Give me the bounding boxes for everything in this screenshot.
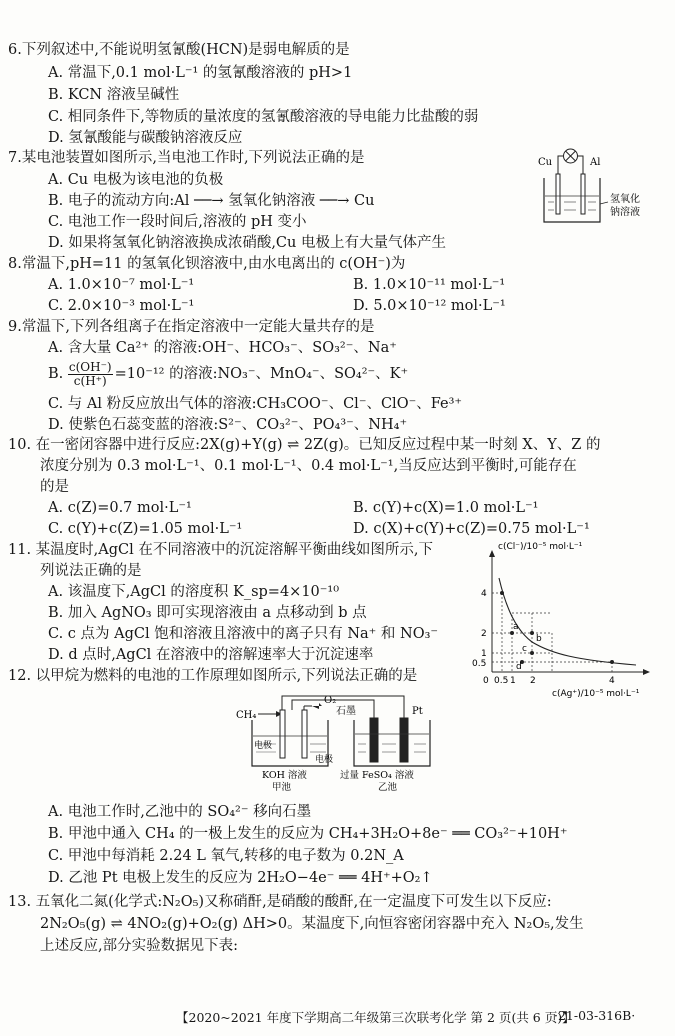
q11-fig-label-b: b <box>536 634 542 644</box>
q11-option-a: A. 该温度下,AgCl 的溶度积 K_sp=4×10⁻¹⁰ <box>48 584 340 600</box>
q7-option-c: C. 电池工作一段时间后,溶液的 pH 变小 <box>48 214 307 230</box>
q7-fig-solution-label-1: 氢氧化 <box>610 194 640 205</box>
q8-option-b: B. 1.0×10⁻¹¹ mol·L⁻¹ <box>353 277 506 293</box>
q11-stem-line2: 列说法正确的是 <box>40 563 142 579</box>
q11-point-marker <box>500 591 504 595</box>
q10-stem-line2: 浓度分别为 0.3 mol·L⁻¹、0.1 mol·L⁻¹、0.4 mol·L⁻¹,当反应达到平衡时,可能存在 <box>40 458 577 474</box>
q9-option-c: C. 与 Al 粉反应放出气体的溶液:CH₃COO⁻、Cl⁻、ClO⁻、Fe³⁺ <box>48 396 463 412</box>
q11-fig-y-tick-2: 2 <box>481 629 487 639</box>
q12-option-a: A. 电池工作时,乙池中的 SO₄²⁻ 移向石墨 <box>48 804 312 820</box>
q11-point-c <box>530 651 534 655</box>
q10-stem-line1: 10. 在一密闭容器中进行反应:2X(g)+Y(g) ⇌ 2Z(g)。已知反应过程中某一时刻 X、Y、Z 的 <box>8 437 601 453</box>
footer-title: 【2020~2021 年度下学期高二年级第三次联考化学 第 2 页(共 6 页)】 <box>176 1010 575 1025</box>
q11-point-end <box>610 660 614 664</box>
q10-option-a: A. c(Z)=0.7 mol·L⁻¹ <box>48 500 192 516</box>
q11-option-b: B. 加入 AgNO₃ 即可实现溶液由 a 点移动到 b 点 <box>48 605 367 621</box>
q11-equilibrium-curve <box>499 578 636 665</box>
q6-option-b: B. KCN 溶液呈碱性 <box>48 87 180 103</box>
q11-stem-line1: 11. 某温度时,AgCl 在不同溶液中的沉淀溶解平衡曲线如图所示,下 <box>8 542 433 558</box>
q11-fig-x-tick-05: 0.5 <box>494 676 509 686</box>
q11-fig-y-tick-1: 1 <box>481 649 487 659</box>
q12-cell-figure <box>232 690 472 792</box>
q11-fig-x-tick-2: 2 <box>530 676 536 686</box>
q9-option-b <box>48 359 408 389</box>
q12-option-c: C. 甲池中每消耗 2.24 L 氧气,转移的电子数为 0.2N_A <box>48 848 404 864</box>
arrow-right-icon <box>312 703 322 709</box>
q12-fig-electrode-left: 电极 <box>254 741 273 751</box>
q12-option-d: D. 乙池 Pt 电极上发生的反应为 2H₂O−4e⁻ ══ 4H⁺+O₂↑ <box>48 870 433 886</box>
q7-option-a: A. Cu 电极为该电池的负极 <box>48 172 224 188</box>
q7-fig-solution-label-2: 钠溶液 <box>610 207 640 218</box>
q11-option-d: D. d 点时,AgCl 在溶液中的溶解速率大于沉淀速率 <box>48 647 374 663</box>
q11-fig-y-tick-05: 0.5 <box>472 659 487 669</box>
pt-electrode <box>400 718 408 762</box>
q7-fig-al-label: Al <box>590 157 601 168</box>
q12-fig-koh: KOH 溶液 <box>262 770 307 781</box>
q9-option-b-rest: =10⁻¹² 的溶液:NO₃⁻、MnO₄⁻、SO₄²⁻、K⁺ <box>114 366 409 382</box>
q11-fig-y-tick-4: 4 <box>481 589 487 599</box>
q12-stem: 12. 以甲烷为燃料的电池的工作原理如图所示,下列说法正确的是 <box>8 668 418 684</box>
q12-fig-pt: Pt <box>412 706 423 717</box>
q7-fig-cu-label: Cu <box>538 157 553 168</box>
q12-fig-feso4: 过量 FeSO₄ 溶液 <box>340 770 414 781</box>
q11-fig-origin: 0 <box>483 676 489 686</box>
q6-option-d: D. 氢氰酸能与碳酸钠溶液反应 <box>48 130 243 146</box>
q8-option-d: D. 5.0×10⁻¹² mol·L⁻¹ <box>353 298 506 314</box>
q8-option-a: A. 1.0×10⁻⁷ mol·L⁻¹ <box>48 277 195 293</box>
q6-option-c: C. 相同条件下,等物质的量浓度的氢氰酸溶液的导电能力比盐酸的弱 <box>48 109 479 125</box>
q11-solubility-graph <box>466 538 666 698</box>
q11-fig-label-d: d <box>516 662 522 672</box>
footer-code: ·21-03-316B· <box>554 1008 636 1023</box>
q12-fig-ch4: CH₄ <box>236 710 257 721</box>
q11-point-b <box>530 631 534 635</box>
q13-stem-line3: 上述反应,部分实验数据见下表: <box>40 938 238 954</box>
q9-fraction-denominator: c(H⁺) <box>73 373 107 388</box>
q6-stem: 6.下列叙述中,不能说明氢氰酸(HCN)是弱电解质的是 <box>8 42 350 58</box>
q11-option-c: C. c 点为 AgCl 饱和溶液且溶液中的离子只有 Na⁺ 和 NO₃⁻ <box>48 626 439 642</box>
q9-fraction-numerator: c(OH⁻) <box>68 359 112 374</box>
q11-fig-label-c: c <box>522 644 527 654</box>
q7-cell-figure <box>530 146 670 232</box>
graphite-electrode <box>370 718 378 762</box>
q7-option-b: B. 电子的流动方向:Al ──→ 氢氧化钠溶液 ──→ Cu <box>48 193 375 209</box>
q9-option-d: D. 使紫色石蕊变蓝的溶液:S²⁻、CO₃²⁻、PO₄³⁻、NH₄⁺ <box>48 417 408 433</box>
q10-stem-line3: 的是 <box>40 479 69 495</box>
q12-option-b: B. 甲池中通入 CH₄ 的一极上发生的反应为 CH₄+3H₂O+8e⁻ ══ CO₃²⁻+10H⁺ <box>48 826 568 842</box>
q9-option-b-letter: B. <box>48 366 64 382</box>
q9-stem: 9.常温下,下列各组离子在指定溶液中一定能大量共存的是 <box>8 319 375 335</box>
q13-stem-line2: 2N₂O₅(g) ⇌ 4NO₂(g)+O₂(g) ΔH>0。某温度下,向恒容密闭容器中充入 N₂O₅,发生 <box>40 916 584 932</box>
q10-option-b: B. c(Y)+c(X)=1.0 mol·L⁻¹ <box>353 500 539 516</box>
q9-option-a: A. 含大量 Ca²⁺ 的溶液:OH⁻、HCO₃⁻、SO₃²⁻、Na⁺ <box>48 340 397 356</box>
q6-option-a: A. 常温下,0.1 mol·L⁻¹ 的氢氰酸溶液的 pH>1 <box>48 65 353 81</box>
q11-fig-y-axis-label: c(Cl⁻)/10⁻⁵ mol·L⁻¹ <box>498 542 583 552</box>
q8-option-c: C. 2.0×10⁻³ mol·L⁻¹ <box>48 298 195 314</box>
q12-fig-yi: 乙池 <box>378 782 398 792</box>
q8-stem: 8.常温下,pH=11 的氢氧化钡溶液中,由水电离出的 c(OH⁻)为 <box>8 256 406 272</box>
q13-stem-line1: 13. 五氧化二氮(化学式:N₂O₅)又称硝酐,是硝酸的酸酐,在一定温度下可发生以下反应: <box>8 894 552 910</box>
q11-fig-x-tick-1: 1 <box>510 676 516 686</box>
q7-stem: 7.某电池装置如图所示,当电池工作时,下列说法正确的是 <box>8 150 365 166</box>
q12-fig-electrode-right: 电极 <box>315 755 334 765</box>
q9-option-b-fraction <box>68 361 113 388</box>
q12-fig-o2: O₂ <box>324 695 337 706</box>
q12-fig-graphite: 石墨 <box>336 706 356 717</box>
q11-fig-x-tick-4: 4 <box>609 676 615 686</box>
q11-fig-x-axis-label: c(Ag⁺)/10⁻⁵ mol·L⁻¹ <box>552 689 640 698</box>
q11-fig-label-a: a <box>513 622 519 632</box>
q7-option-d: D. 如果将氢氧化钠溶液换成浓硝酸,Cu 电极上有大量气体产生 <box>48 235 446 251</box>
q10-option-c: C. c(Y)+c(Z)=1.05 mol·L⁻¹ <box>48 521 243 537</box>
q10-option-d: D. c(X)+c(Y)+c(Z)=0.75 mol·L⁻¹ <box>353 521 590 537</box>
q12-fig-jia: 甲池 <box>272 782 292 792</box>
